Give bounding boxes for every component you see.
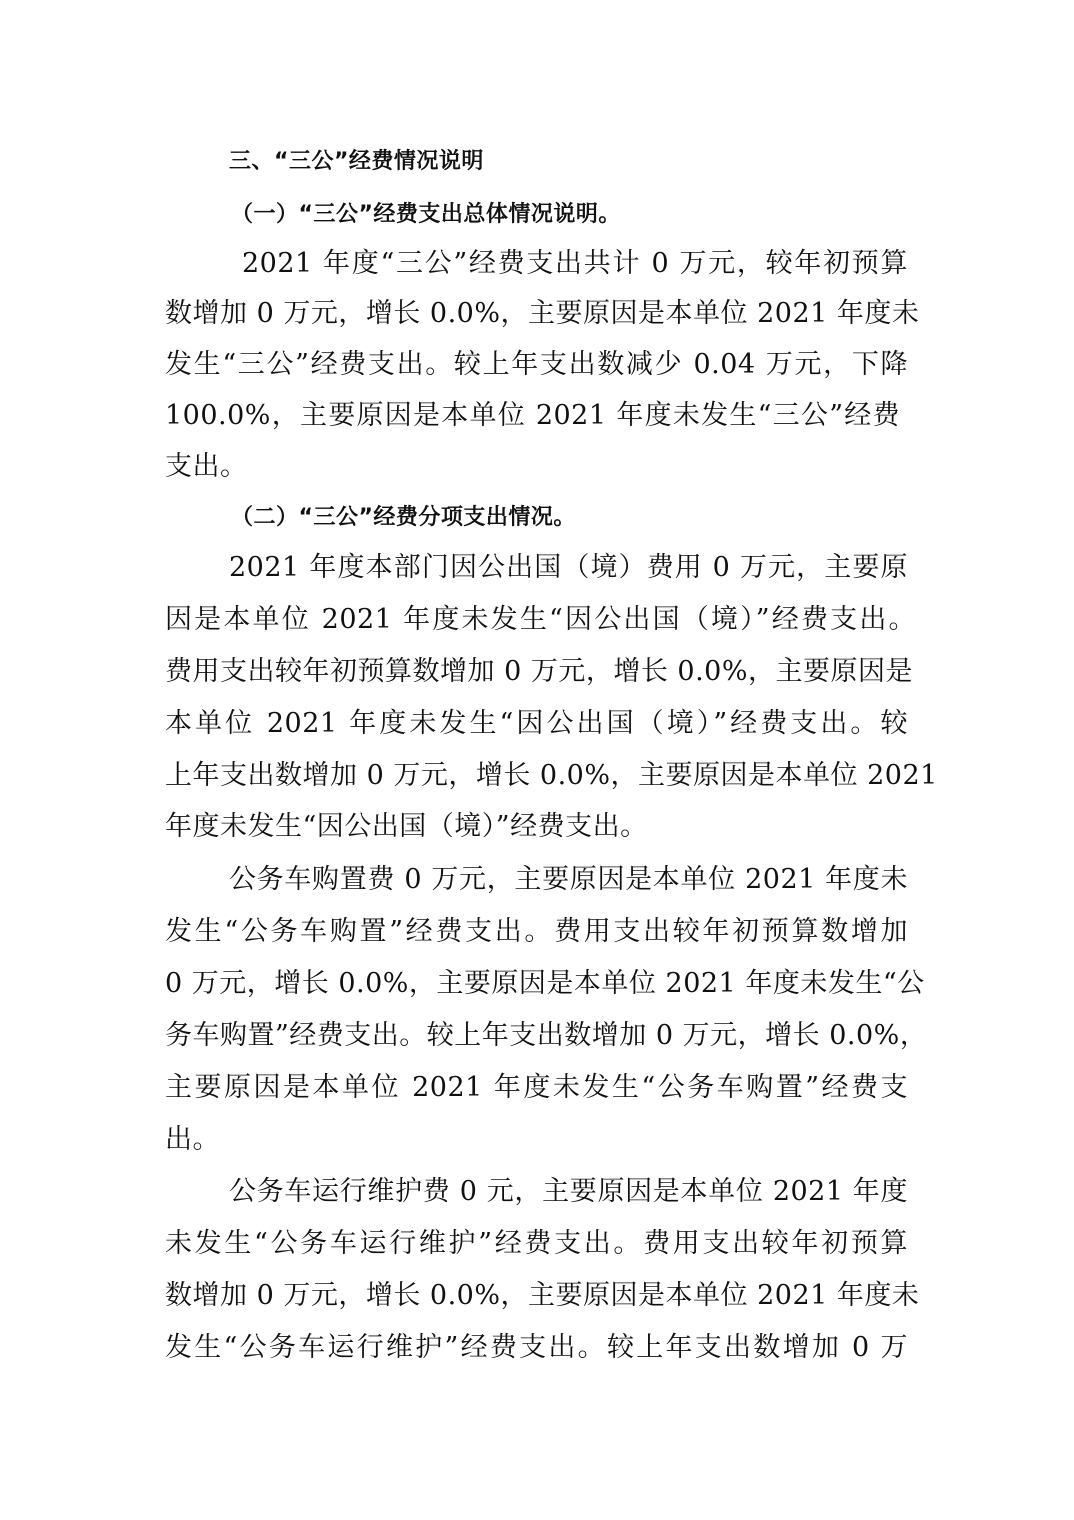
para1-line-5: 支出。 xyxy=(165,451,248,482)
para1-line-2: 数增加 0 万元，增长 0.0%，主要原因是本单位 2021 年度未 xyxy=(165,298,920,329)
para2-line-4: 本单位 2021 年度未发生“因公出国（境）”经费支出。较 xyxy=(165,708,908,739)
para1-line-1: 2021 年度“三公”经费支出共计 0 万元，较年初预算 xyxy=(242,248,908,279)
para2-line-5: 上年支出数增加 0 万元，增长 0.0%，主要原因是本单位 2021 xyxy=(165,760,938,791)
para3-line-5: 主要原因是本单位 2021 年度未发生“公务车购置”经费支 xyxy=(165,1072,908,1103)
section-title: 三、“三公”经费情况说明 xyxy=(229,149,484,174)
para4-line-3: 数增加 0 万元，增长 0.0%，主要原因是本单位 2021 年度未 xyxy=(165,1280,920,1311)
subsection-title-1: （一）“三公”经费支出总体情况说明。 xyxy=(231,202,621,227)
para4-line-1: 公务车运行维护费 0 元，主要原因是本单位 2021 年度 xyxy=(229,1176,908,1207)
para1-line-4: 100.0%，主要原因是本单位 2021 年度未发生“三公”经费 xyxy=(165,400,900,431)
para3-line-2: 发生“公务车购置”经费支出。费用支出较年初预算数增加 xyxy=(165,916,908,947)
para2-line-1: 2021 年度本部门因公出国（境）费用 0 万元，主要原 xyxy=(229,552,908,583)
para4-line-2: 未发生“公务车运行维护”经费支出。费用支出较年初预算 xyxy=(165,1228,908,1259)
para3-line-4: 务车购置”经费支出。较上年支出数增加 0 万元，增长 0.0%， xyxy=(165,1020,928,1051)
subsection-title-2: （二）“三公”经费分项支出情况。 xyxy=(231,505,576,530)
para3-line-1: 公务车购置费 0 万元，主要原因是本单位 2021 年度未 xyxy=(229,864,908,895)
para2-line-3: 费用支出较年初预算数增加 0 万元，增长 0.0%，主要原因是 xyxy=(165,656,914,687)
para1-line-3: 发生“三公”经费支出。较上年支出数减少 0.04 万元，下降 xyxy=(165,349,908,380)
para2-line-6: 年度未发生“因公出国（境）”经费支出。 xyxy=(165,811,648,842)
para2-line-2: 因是本单位 2021 年度未发生“因公出国（境）”经费支出。 xyxy=(165,604,916,635)
para4-line-4: 发生“公务车运行维护”经费支出。较上年支出数增加 0 万 xyxy=(165,1332,908,1363)
para3-line-6: 出。 xyxy=(165,1124,220,1155)
para3-line-3: 0 万元，增长 0.0%，主要原因是本单位 2021 年度未发生“公 xyxy=(165,968,925,999)
